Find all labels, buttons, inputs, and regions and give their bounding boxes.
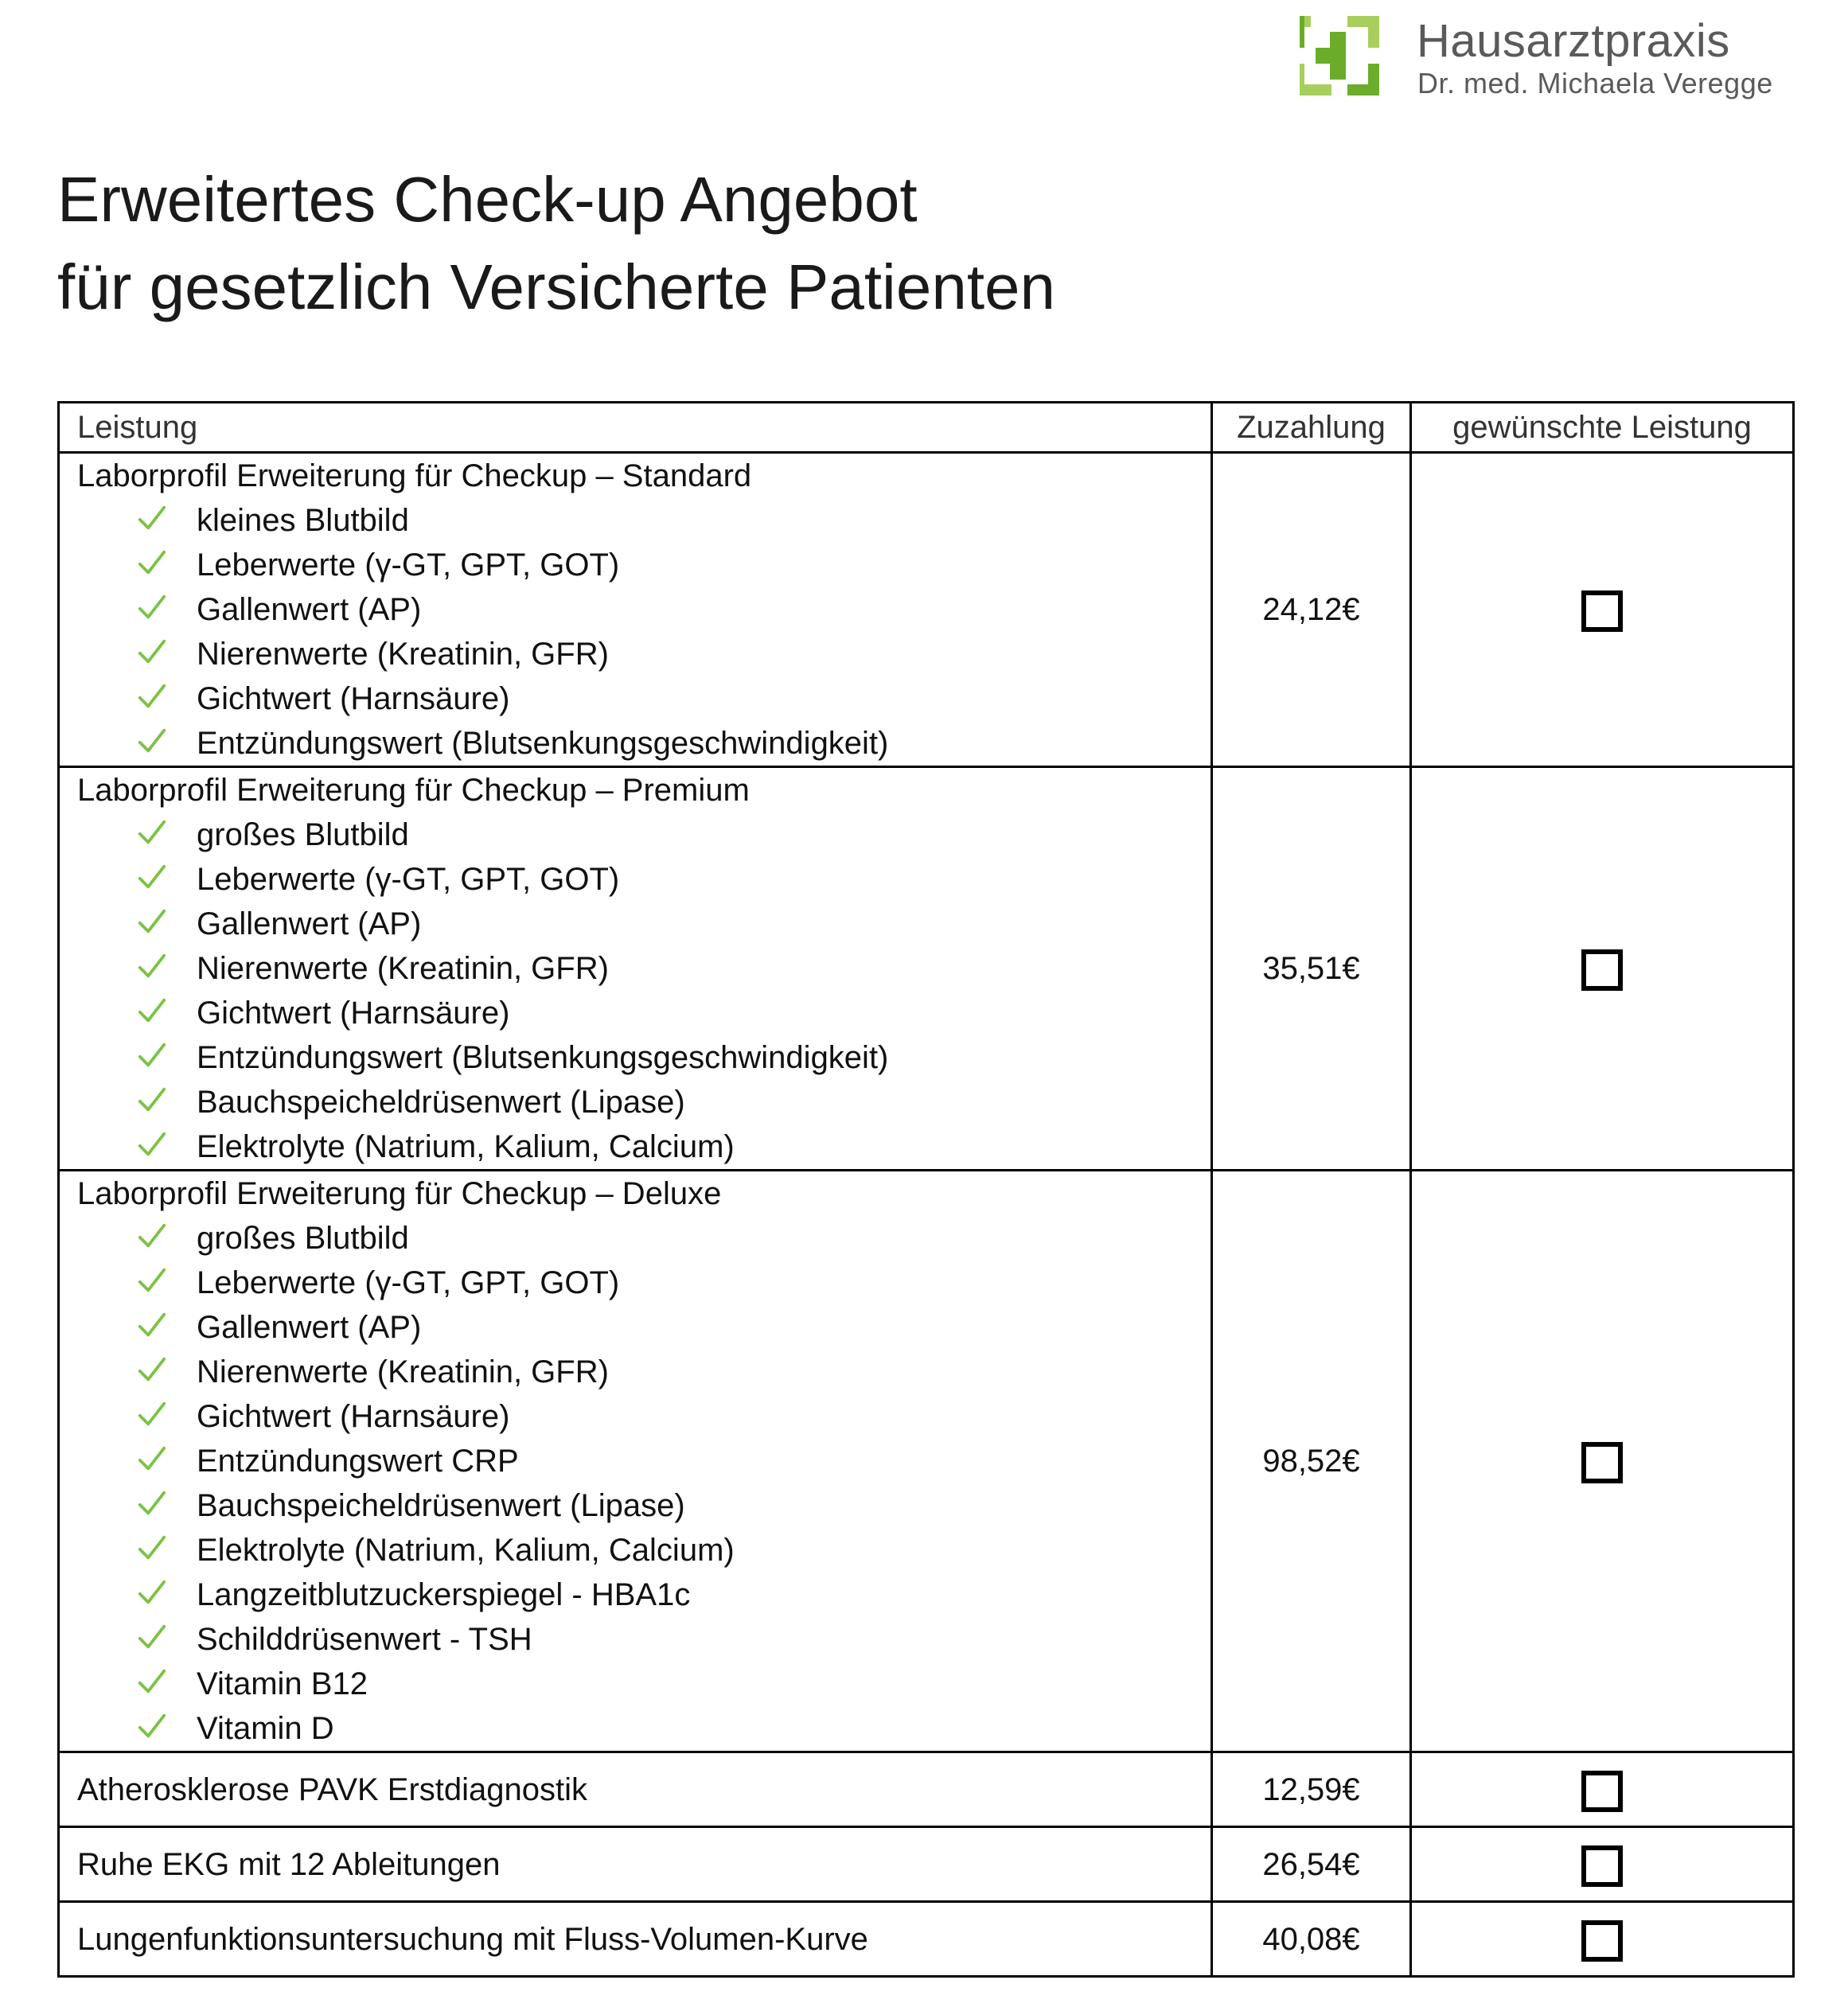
service-price: 40,08€	[1212, 1902, 1411, 1977]
list-item-label: großes Blutbild	[197, 1221, 409, 1256]
list-item-label: Gichtwert (Harnsäure)	[197, 1399, 510, 1434]
list-item-label: Nierenwerte (Kreatinin, GFR)	[197, 951, 609, 986]
checkmark-icon	[137, 503, 167, 533]
checkmark-icon	[137, 1666, 167, 1697]
checkmark-icon	[137, 1444, 167, 1474]
list-item	[77, 1124, 1211, 1169]
checkmark-icon	[137, 817, 167, 848]
list-item-label: Elektrolyte (Natrium, Kalium, Calcium)	[197, 1533, 735, 1568]
checkmark-icon	[137, 1711, 167, 1741]
list-item-label: großes Blutbild	[197, 817, 409, 852]
checkmark-icon	[137, 906, 167, 937]
checkup-package-row	[59, 453, 1794, 767]
list-item	[77, 1706, 1211, 1751]
selection-cell	[1411, 767, 1794, 1171]
checkup-package-row	[59, 1171, 1794, 1752]
list-item	[77, 991, 1211, 1035]
checkmark-icon	[137, 1533, 167, 1563]
checkmark-icon	[137, 1354, 167, 1385]
list-item-label: Gichtwert (Harnsäure)	[197, 681, 510, 716]
package-description-cell	[59, 767, 1212, 1171]
list-item-label: Leberwerte (γ-GT, GPT, GOT)	[197, 548, 620, 583]
checkmark-icon	[137, 637, 167, 667]
selection-cell	[1411, 1171, 1794, 1752]
list-item-label: Langzeitblutzuckerspiegel - HBA1c	[197, 1577, 691, 1612]
list-item	[77, 1080, 1211, 1124]
list-item-label: Gallenwert (AP)	[197, 592, 422, 627]
list-item-label: kleines Blutbild	[197, 503, 409, 538]
package-price: 98,52€	[1212, 1171, 1411, 1752]
list-item-label: Entzündungswert CRP	[197, 1444, 519, 1479]
list-item-label: Nierenwerte (Kreatinin, GFR)	[197, 1354, 609, 1389]
list-item	[77, 587, 1211, 632]
list-item-label: Entzündungswert (Blutsenkungsgeschwindigkeit)	[197, 1040, 889, 1075]
list-item	[77, 1483, 1211, 1528]
checkmark-icon	[137, 1622, 167, 1652]
checkmark-icon	[137, 726, 167, 756]
list-item	[77, 946, 1211, 991]
selection-cell	[1411, 453, 1794, 767]
selection-checkbox[interactable]	[1581, 1442, 1623, 1483]
package-title: Laborprofil Erweiterung für Checkup – Deluxe	[77, 1176, 722, 1211]
list-item-label: Bauchspeicheldrüsenwert (Lipase)	[197, 1488, 685, 1523]
single-service-row	[59, 1827, 1794, 1902]
package-price: 35,51€	[1212, 767, 1411, 1171]
checkmark-icon	[137, 1577, 167, 1608]
checkmark-icon	[137, 548, 167, 578]
list-item	[77, 498, 1211, 543]
checkmark-icon	[137, 1488, 167, 1518]
package-description-cell	[59, 453, 1212, 767]
package-title: Laborprofil Erweiterung für Checkup – Standard	[77, 458, 752, 493]
checkmark-icon	[137, 1221, 167, 1251]
checkmark-icon	[137, 681, 167, 711]
package-item-list	[77, 1216, 1211, 1751]
list-item-label: Vitamin B12	[197, 1666, 368, 1701]
selection-checkbox[interactable]	[1581, 1845, 1623, 1887]
list-item	[77, 1261, 1211, 1305]
list-item	[77, 1617, 1211, 1662]
list-item	[77, 1350, 1211, 1394]
list-item-label: Gichtwert (Harnsäure)	[197, 996, 510, 1031]
column-header-leistung: Leistung	[59, 403, 1212, 453]
list-item-label: Gallenwert (AP)	[197, 906, 422, 941]
list-item-label: Schilddrüsenwert - TSH	[197, 1622, 532, 1657]
practice-logo	[1289, 14, 1799, 102]
list-item	[77, 1035, 1211, 1080]
list-item	[77, 1216, 1211, 1261]
checkmark-icon	[137, 1310, 167, 1340]
checkmark-icon	[137, 1040, 167, 1070]
single-service-row	[59, 1752, 1794, 1827]
package-title: Laborprofil Erweiterung für Checkup – Premium	[77, 773, 750, 808]
selection-cell	[1411, 1752, 1794, 1827]
checkmark-icon	[137, 951, 167, 981]
list-item	[77, 1305, 1211, 1350]
table-header-row	[59, 403, 1794, 453]
checkmark-icon	[137, 1399, 167, 1429]
selection-checkbox[interactable]	[1581, 590, 1623, 632]
list-item	[77, 902, 1211, 946]
page-title	[57, 156, 1055, 331]
logo-practice-name: Hausarztpraxis	[1417, 15, 1730, 67]
list-item-label: Gallenwert (AP)	[197, 1310, 422, 1345]
list-item	[77, 676, 1211, 721]
checkup-package-row	[59, 767, 1794, 1171]
list-item-label: Vitamin D	[197, 1711, 334, 1746]
selection-cell	[1411, 1827, 1794, 1902]
title-line-1: Erweitertes Check-up Angebot	[57, 164, 918, 235]
single-service-row	[59, 1902, 1794, 1977]
title-line-2: für gesetzlich Versicherte Patienten	[57, 251, 1056, 322]
column-header-zuzahlung: Zuzahlung	[1212, 403, 1411, 453]
checkmark-icon	[137, 996, 167, 1026]
selection-checkbox[interactable]	[1581, 949, 1623, 991]
list-item	[77, 813, 1211, 857]
list-item	[77, 1439, 1211, 1483]
package-item-list	[77, 498, 1211, 766]
column-header-gewuenschte-leistung: gewünschte Leistung	[1411, 403, 1794, 453]
list-item-label: Bauchspeicheldrüsenwert (Lipase)	[197, 1085, 685, 1120]
medical-cross-logo-icon	[1300, 16, 1379, 95]
selection-cell	[1411, 1902, 1794, 1977]
selection-checkbox[interactable]	[1581, 1920, 1623, 1962]
package-description-cell	[59, 1171, 1212, 1752]
package-item-list	[77, 813, 1211, 1169]
service-label: Atherosklerose PAVK Erstdiagnostik	[59, 1752, 1212, 1827]
list-item	[77, 1528, 1211, 1573]
list-item-label: Nierenwerte (Kreatinin, GFR)	[197, 637, 609, 672]
list-item	[77, 1573, 1211, 1617]
list-item-label: Entzündungswert (Blutsenkungsgeschwindigkeit)	[197, 726, 889, 761]
checkmark-icon	[137, 862, 167, 892]
list-item	[77, 857, 1211, 902]
list-item-label: Elektrolyte (Natrium, Kalium, Calcium)	[197, 1129, 735, 1164]
list-item	[77, 1662, 1211, 1706]
service-price: 12,59€	[1212, 1752, 1411, 1827]
service-label: Lungenfunktionsuntersuchung mit Fluss-Volumen-Kurve	[59, 1902, 1212, 1977]
package-price: 24,12€	[1212, 453, 1411, 767]
selection-checkbox[interactable]	[1581, 1771, 1623, 1812]
checkmark-icon	[137, 1265, 167, 1296]
list-item	[77, 721, 1211, 766]
list-item	[77, 543, 1211, 587]
logo-doctor-name: Dr. med. Michaela Veregge	[1417, 67, 1773, 99]
checkmark-icon	[137, 1085, 167, 1115]
checkup-offer-table	[57, 401, 1795, 1978]
checkmark-icon	[137, 592, 167, 622]
list-item-label: Leberwerte (γ-GT, GPT, GOT)	[197, 1265, 620, 1300]
list-item	[77, 632, 1211, 676]
list-item-label: Leberwerte (γ-GT, GPT, GOT)	[197, 862, 620, 897]
list-item	[77, 1394, 1211, 1439]
service-label: Ruhe EKG mit 12 Ableitungen	[59, 1827, 1212, 1902]
service-price: 26,54€	[1212, 1827, 1411, 1902]
checkmark-icon	[137, 1129, 167, 1159]
